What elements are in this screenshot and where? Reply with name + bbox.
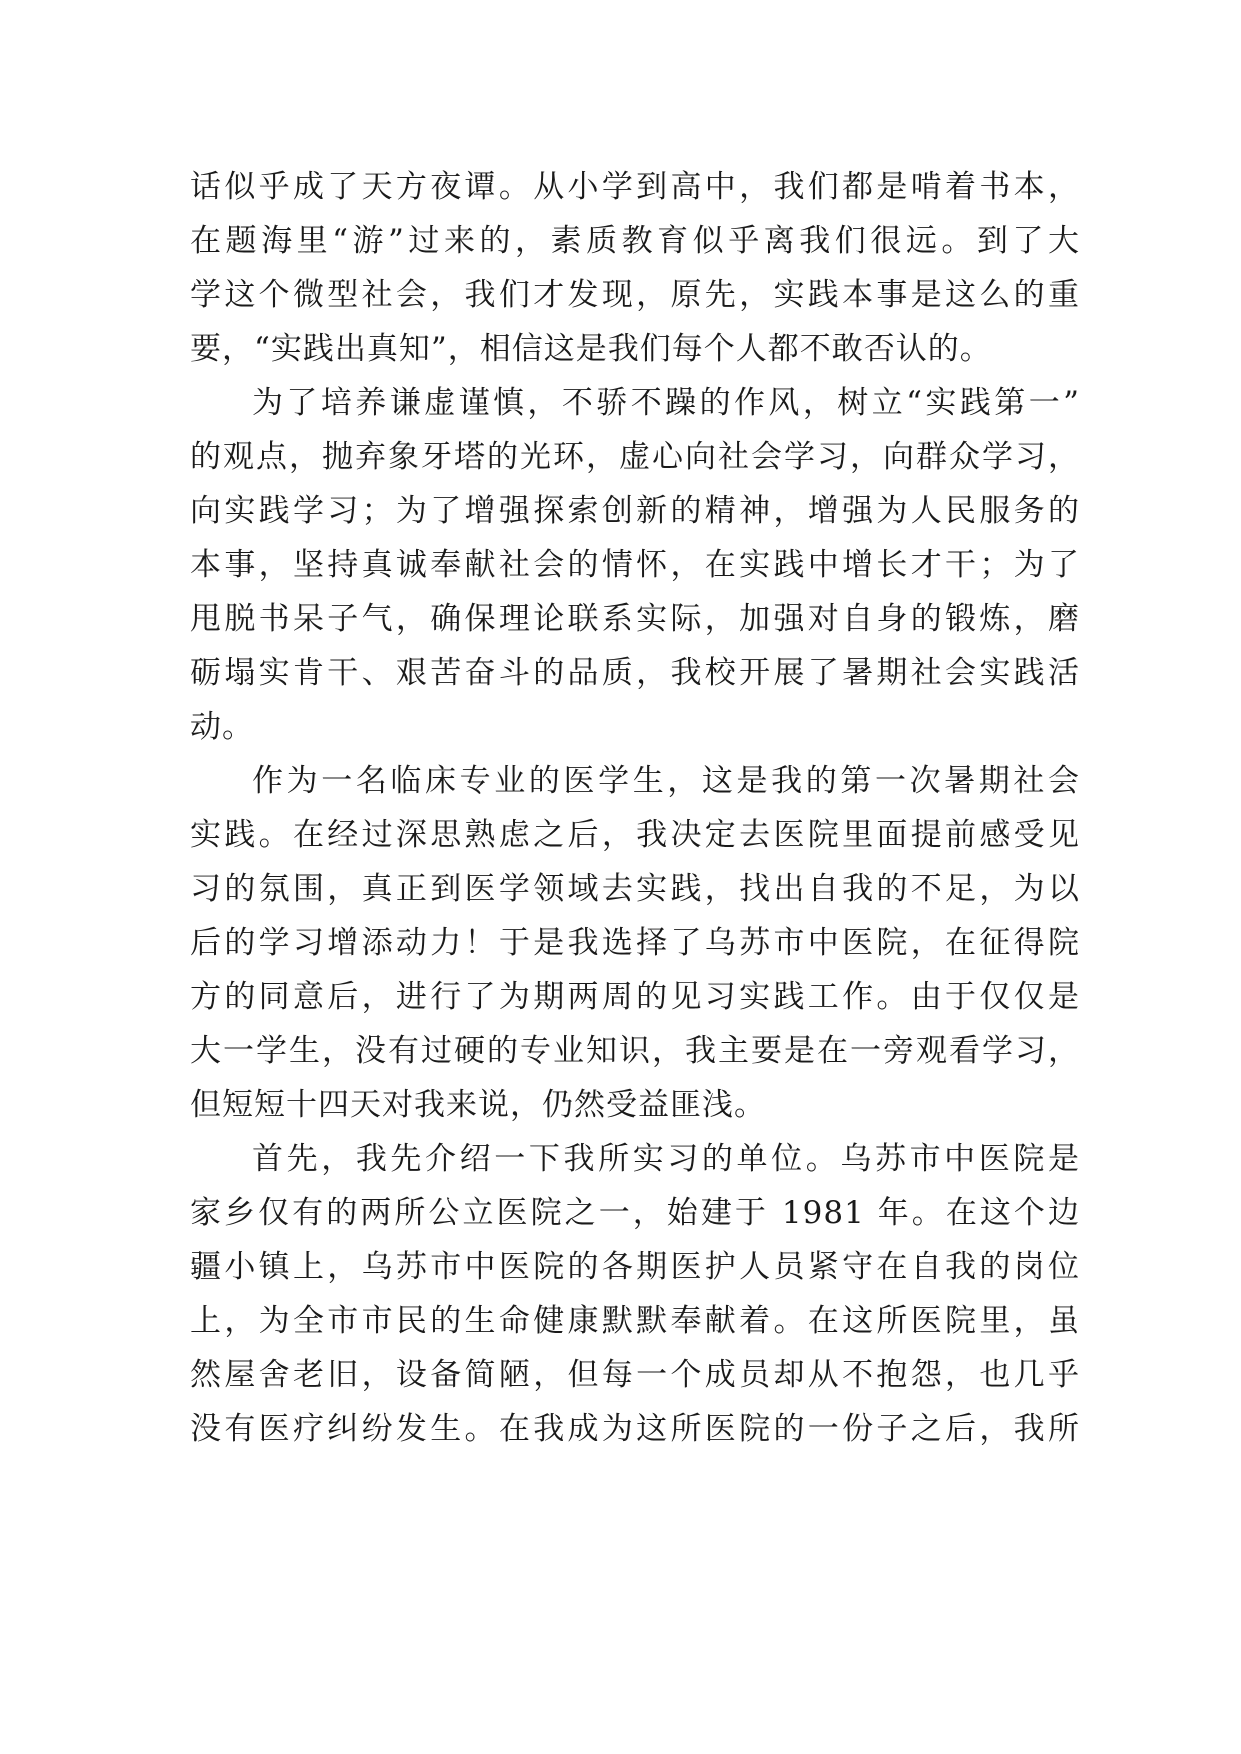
text-line: 本事，坚持真诚奉献社会的情怀，在实践中增长才干；为了 <box>190 547 1080 583</box>
text-line: 要，“实践出真知”，相信这是我们每个人都不敢否认的。 <box>190 331 992 367</box>
text-line: 习的氛围，真正到医学领域去实践，找出自我的不足，为以 <box>190 871 1080 907</box>
paragraph-4 <box>190 1132 1080 1456</box>
text-line: 后的学习增添动力！于是我选择了乌苏市中医院，在征得院 <box>190 925 1080 961</box>
text-line: 学这个微型社会，我们才发现，原先，实践本事是这么的重 <box>190 277 1080 313</box>
text-line: 动。 <box>190 709 254 745</box>
text-line: 甩脱书呆子气，确保理论联系实际，加强对自身的锻炼，磨 <box>190 601 1080 637</box>
text-line: 家乡仅有的两所公立医院之一，始建于 1981 年。在这个边 <box>190 1195 1080 1231</box>
text-line: 在题海里“游”过来的，素质教育似乎离我们很远。到了大 <box>190 223 1080 259</box>
text-line: 大一学生，没有过硬的专业知识，我主要是在一旁观看学习， <box>190 1033 1080 1069</box>
text-line: 向实践学习；为了增强探索创新的精神，增强为人民服务的 <box>190 493 1080 529</box>
paragraph-3 <box>190 754 1080 1132</box>
text-line: 首先，我先介绍一下我所实习的单位。乌苏市中医院是 <box>252 1141 1080 1177</box>
text-line: 上，为全市市民的生命健康默默奉献着。在这所医院里，虽 <box>190 1303 1080 1339</box>
text-line: 没有医疗纠纷发生。在我成为这所医院的一份子之后，我所 <box>190 1411 1080 1447</box>
text-line: 然屋舍老旧，设备简陋，但每一个成员却从不抱怨，也几乎 <box>190 1357 1080 1393</box>
text-line: 作为一名临床专业的医学生，这是我的第一次暑期社会 <box>252 763 1080 799</box>
text-line: 方的同意后，进行了为期两周的见习实践工作。由于仅仅是 <box>190 979 1080 1015</box>
document-body <box>190 160 1080 1456</box>
text-line: 话似乎成了天方夜谭。从小学到高中，我们都是啃着书本， <box>190 169 1080 205</box>
text-line: 的观点，抛弃象牙塔的光环，虚心向社会学习，向群众学习， <box>190 439 1080 475</box>
text-line: 但短短十四天对我来说，仍然受益匪浅。 <box>190 1087 766 1123</box>
paragraph-1 <box>190 160 1080 376</box>
text-line: 疆小镇上，乌苏市中医院的各期医护人员紧守在自我的岗位 <box>190 1249 1080 1285</box>
text-line: 砺塌实肯干、艰苦奋斗的品质，我校开展了暑期社会实践活 <box>190 655 1080 691</box>
paragraph-2 <box>190 376 1080 754</box>
text-line: 实践。在经过深思熟虑之后，我决定去医院里面提前感受见 <box>190 817 1080 853</box>
text-line: 为了培养谦虚谨慎，不骄不躁的作风，树立“实践第一” <box>252 385 1080 421</box>
